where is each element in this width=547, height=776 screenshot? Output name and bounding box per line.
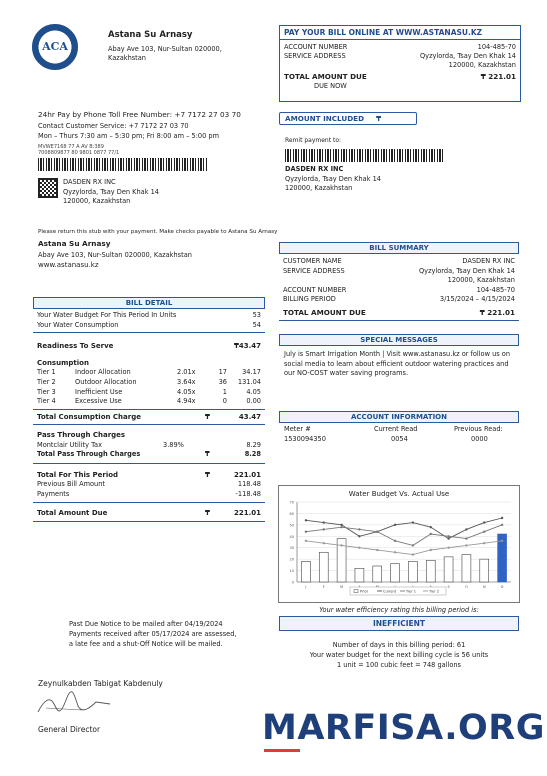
- series-point: [358, 547, 360, 549]
- y-tick-label: 30: [289, 546, 294, 551]
- legend-label: Current: [383, 589, 397, 594]
- x-tick-label: F: [322, 585, 325, 589]
- series-point: [447, 537, 449, 539]
- bill-summary-header: BILL SUMMARY: [279, 242, 519, 254]
- budget-value: 53: [252, 311, 261, 319]
- watermark-logo: [262, 708, 545, 748]
- pay-by-phone: 24hr Pay by Phone Toll Free Number: +7 7172 27 03 70: [38, 110, 241, 119]
- unit-definition: 1 unit = 100 cubic feet = 748 gallons: [337, 661, 461, 669]
- series-point: [323, 542, 325, 544]
- customer-name-label: CUSTOMER NAME: [283, 257, 342, 265]
- chart-bar: [319, 552, 328, 582]
- service-hours: Mon – Thurs 7:30 am – 5:30 pm; Fri 8:00 am – 5:00 pm: [38, 132, 220, 140]
- service-address-value-2: 120000, Kazakhstan: [448, 61, 516, 69]
- payments-value: -118.48: [235, 489, 261, 498]
- series-point: [465, 528, 467, 530]
- x-tick-label: S: [447, 585, 450, 589]
- legend-label: Tier 1: [406, 589, 416, 594]
- consumption-header: Consumption: [37, 359, 89, 367]
- legend-swatch: [354, 590, 358, 593]
- legend-label: Tier 2: [429, 589, 439, 594]
- amount-due-label: Total Amount Due: [37, 509, 108, 518]
- series-point: [340, 544, 342, 546]
- stub-company-name: Astana Su Arnasy: [38, 239, 111, 248]
- amount-due-value: 221.01: [233, 509, 261, 518]
- chart-svg: [279, 486, 519, 602]
- series-point: [501, 524, 503, 526]
- amount-due-symbol: ₸: [205, 509, 210, 518]
- series-point: [305, 519, 307, 521]
- series-point: [305, 531, 307, 533]
- water-budget-chart: [278, 485, 520, 603]
- period-total-label: Total For This Period: [37, 470, 119, 479]
- montclair-rate: 3.89%: [163, 440, 184, 449]
- series-point: [340, 526, 342, 528]
- amount-included-symbol: ₸: [376, 114, 382, 123]
- summary-total-label: TOTAL AMOUNT DUE: [283, 307, 366, 317]
- pass-through-header: Pass Through Charges: [37, 431, 126, 440]
- next-budget: Your water budget for the next billing cycle is 56 units: [309, 651, 489, 659]
- stub-note: Please return this stub with your payment. Make checks payable to Astana Su Arnasy: [38, 229, 278, 235]
- series-point: [394, 551, 396, 553]
- series-point: [465, 544, 467, 546]
- remit-barcode: [285, 149, 445, 162]
- summary-service-label: SERVICE ADDRESS: [283, 266, 345, 275]
- company-address-1: Abay Ave 103, Nur-Sultan 020000,: [108, 45, 222, 53]
- series-point: [501, 540, 503, 542]
- company-name: Astana Su Arnasy: [108, 30, 193, 40]
- mailing-barcode: [38, 158, 208, 171]
- series-point: [483, 531, 485, 533]
- series-point: [394, 540, 396, 542]
- notice-line-1: Past Due Notice to be mailed after 04/19/2024: [69, 620, 223, 628]
- meter-value: 1530094350: [284, 435, 326, 443]
- scan-line-2: 7008809877 80 9801 0877 77/1: [38, 150, 120, 156]
- series-point: [358, 528, 360, 530]
- chart-bar: [391, 564, 400, 582]
- summary-service-value-1: Qyzylorda, Tsay Den Khak 14: [418, 266, 515, 275]
- tier-row: Tier 3 Inefficient Use 4.05x 1 4.05: [37, 387, 261, 396]
- series-point: [340, 524, 342, 526]
- y-tick-label: 10: [289, 569, 294, 574]
- total-consumption-label: Total Consumption Charge: [37, 413, 141, 422]
- customer-address-2: 120000, Kazakhstan: [63, 197, 131, 205]
- tier-row: Tier 1 Indoor Allocation 2.01x 17 34.17: [37, 368, 261, 376]
- legend-label: Prior: [360, 589, 369, 594]
- company-logo: [32, 24, 78, 70]
- series-point: [305, 540, 307, 542]
- past-due-notice: [69, 619, 237, 649]
- chart-bar: [373, 566, 382, 582]
- stub-company-address: Abay Ave 103, Nur-Sultan 020000, Kazakhstan: [38, 251, 192, 259]
- series-point: [358, 535, 360, 537]
- bill-detail: [33, 297, 265, 522]
- service-address-label: SERVICE ADDRESS: [284, 52, 346, 60]
- pay-online-box: [279, 25, 521, 102]
- series-point: [483, 542, 485, 544]
- current-read-label: Current Read: [374, 425, 418, 433]
- x-tick-label: J: [305, 585, 307, 589]
- chart-bar: [426, 560, 435, 582]
- account-number-value: 104-485-70: [477, 43, 516, 51]
- previous-bill-value: 118.48: [237, 480, 261, 489]
- chart-bar: [355, 568, 364, 582]
- tier-table: [37, 368, 261, 407]
- series-point: [430, 533, 432, 535]
- remit-label: Remit payment to:: [285, 137, 342, 144]
- y-tick-label: 0: [291, 580, 294, 585]
- previous-read-value: 0000: [471, 435, 488, 443]
- bill-detail-header: BILL DETAIL: [33, 297, 265, 309]
- qr-code: [38, 178, 58, 198]
- total-pass-symbol: ₸: [205, 450, 210, 459]
- special-messages-header: SPECIAL MESSAGES: [279, 334, 519, 346]
- account-number-label: ACCOUNT NUMBER: [284, 43, 348, 51]
- efficiency-details: [279, 640, 519, 670]
- y-tick-label: 60: [289, 511, 294, 516]
- remit-address-2: 120000, Kazakhstan: [285, 184, 353, 192]
- series-point: [447, 547, 449, 549]
- customer-address-1: Qyzylorda, Tsay Den Khak 14: [63, 187, 160, 196]
- billing-days: Number of days in this billing period: 61: [332, 641, 466, 649]
- efficiency-label: Your water efficiency rating this billing period is:: [319, 606, 479, 614]
- series-point: [394, 524, 396, 526]
- x-tick-label: N: [482, 585, 486, 589]
- y-tick-label: 20: [289, 557, 294, 562]
- y-tick-label: 50: [289, 523, 294, 528]
- series-point: [323, 521, 325, 523]
- series-point: [430, 526, 432, 528]
- montclair-label: Montclair Utility Tax: [37, 440, 102, 449]
- series-point: [412, 521, 414, 523]
- series-point: [465, 537, 467, 539]
- logo-text: ACA: [42, 40, 68, 53]
- montclair-value: 8.29: [246, 440, 261, 449]
- notice-line-3: a late fee and a shut-Off Notice will be mailed.: [69, 640, 223, 648]
- notice-line-2: Payments received after 05/17/2024 are assessed,: [69, 630, 237, 638]
- summary-account-value: 104-485-70: [476, 285, 515, 294]
- total-consumption-symbol: ₸: [205, 413, 210, 422]
- service-address-value-1: Qyzylorda, Tsay Den Khak 14: [419, 52, 516, 60]
- phone-info: [38, 110, 241, 171]
- account-info-header: ACCOUNT INFORMATION: [279, 411, 519, 423]
- company-header: [108, 30, 222, 62]
- billing-period-label: BILLING PERIOD: [283, 295, 336, 303]
- remit-block: [285, 137, 445, 194]
- total-consumption-value: 43.47: [238, 413, 261, 422]
- series-point: [412, 544, 414, 546]
- chart-bar: [444, 557, 453, 582]
- total-due-value: ₸ 221.01: [480, 72, 516, 81]
- previous-bill-label: Previous Bill Amount: [37, 480, 105, 489]
- watermark-underline: [264, 749, 300, 752]
- x-tick-label: D: [500, 585, 504, 589]
- tier-row: Tier 2 Outdoor Allocation 3.64x 36 131.04: [37, 377, 261, 386]
- tier-row: Tier 4 Excessive Use 4.94x 0 0.00: [37, 397, 261, 406]
- consumption-label: Your Water Consumption: [37, 320, 119, 329]
- bill-summary: [279, 242, 519, 321]
- summary-service-value-2: 120000, Kazakhstan: [447, 276, 515, 284]
- chart-bar: [408, 561, 417, 582]
- summary-total-value: ₸ 221.01: [479, 307, 515, 317]
- period-total-value: 221.01: [233, 470, 261, 479]
- previous-read-label: Previous Read:: [454, 425, 503, 433]
- due-now-label: DUE NOW: [314, 82, 347, 90]
- series-point: [323, 528, 325, 530]
- series-line: [306, 525, 502, 546]
- account-information: [279, 411, 519, 443]
- remit-name: DASDEN RX INC: [285, 165, 344, 173]
- series-point: [412, 553, 414, 555]
- chart-title: Water Budget Vs. Actual Use: [348, 490, 450, 498]
- series-point: [376, 549, 378, 551]
- chart-bar: [301, 561, 310, 582]
- series-point: [447, 535, 449, 537]
- chart-bar: [480, 559, 489, 582]
- period-total-symbol: ₸: [205, 470, 210, 479]
- customer-name: DASDEN RX INC: [63, 178, 116, 186]
- series-point: [501, 517, 503, 519]
- stub-company: [38, 239, 192, 269]
- signer-title: General Director: [38, 725, 101, 734]
- scan-line-1: MVWE7168 77 A AV B:389: [38, 144, 104, 150]
- readiness-label: Readiness To Serve: [37, 342, 114, 350]
- total-pass-value: 8.28: [244, 450, 261, 459]
- chart-bar: [462, 555, 471, 582]
- billing-period-value: 3/15/2024 – 4/15/2024: [439, 295, 515, 303]
- watermark-text: MARFISA.ORG: [262, 708, 545, 748]
- x-tick-label: O: [465, 585, 468, 589]
- current-read-value: 0054: [391, 435, 408, 443]
- meter-label: Meter #: [284, 425, 311, 433]
- series-point: [376, 531, 378, 533]
- total-pass-label: Total Pass Through Charges: [37, 450, 141, 459]
- summary-account-label: ACCOUNT NUMBER: [283, 285, 347, 294]
- total-due-label: TOTAL AMOUNT DUE: [284, 72, 367, 81]
- y-tick-label: 70: [289, 500, 294, 505]
- pay-online-header: PAY YOUR BILL ONLINE AT WWW.ASTANASU.KZ: [280, 26, 520, 40]
- consumption-value: 54: [252, 320, 261, 329]
- customer-service: Contact Customer Service: +7 7172 27 03 70: [38, 122, 189, 130]
- signature-image: [34, 690, 114, 720]
- readiness-value: ₸43.47: [233, 342, 261, 350]
- budget-label: Your Water Budget For This Period In Units: [37, 311, 177, 319]
- customer-name-value: DASDEN RX INC: [462, 257, 515, 265]
- x-tick-label: M: [340, 585, 344, 589]
- stub-company-website: www.astanasu.kz: [38, 261, 99, 269]
- series-point: [430, 549, 432, 551]
- company-address-2: Kazakhstan: [108, 54, 146, 62]
- special-messages: [279, 334, 519, 383]
- amount-included-label: AMOUNT INCLUDED: [285, 114, 365, 123]
- customer-address-block: [63, 178, 159, 207]
- amount-included-box[interactable]: [279, 112, 417, 125]
- special-messages-text: July is Smart Irrigation Month | Visit www.astanasu.kz or follow us on social media to learn about efficient outdoor watering practices and our NO-COST water saving programs.: [284, 350, 511, 378]
- remit-address-1: Qyzylorda, Tsay Den Khak 14: [285, 174, 382, 183]
- series-point: [483, 521, 485, 523]
- signer-name: Zeynulkabden Tabigat Kabdenuly: [38, 679, 163, 688]
- efficiency-rating: INEFFICIENT: [279, 616, 519, 631]
- y-tick-label: 40: [289, 534, 294, 539]
- payments-label: Payments: [37, 489, 70, 498]
